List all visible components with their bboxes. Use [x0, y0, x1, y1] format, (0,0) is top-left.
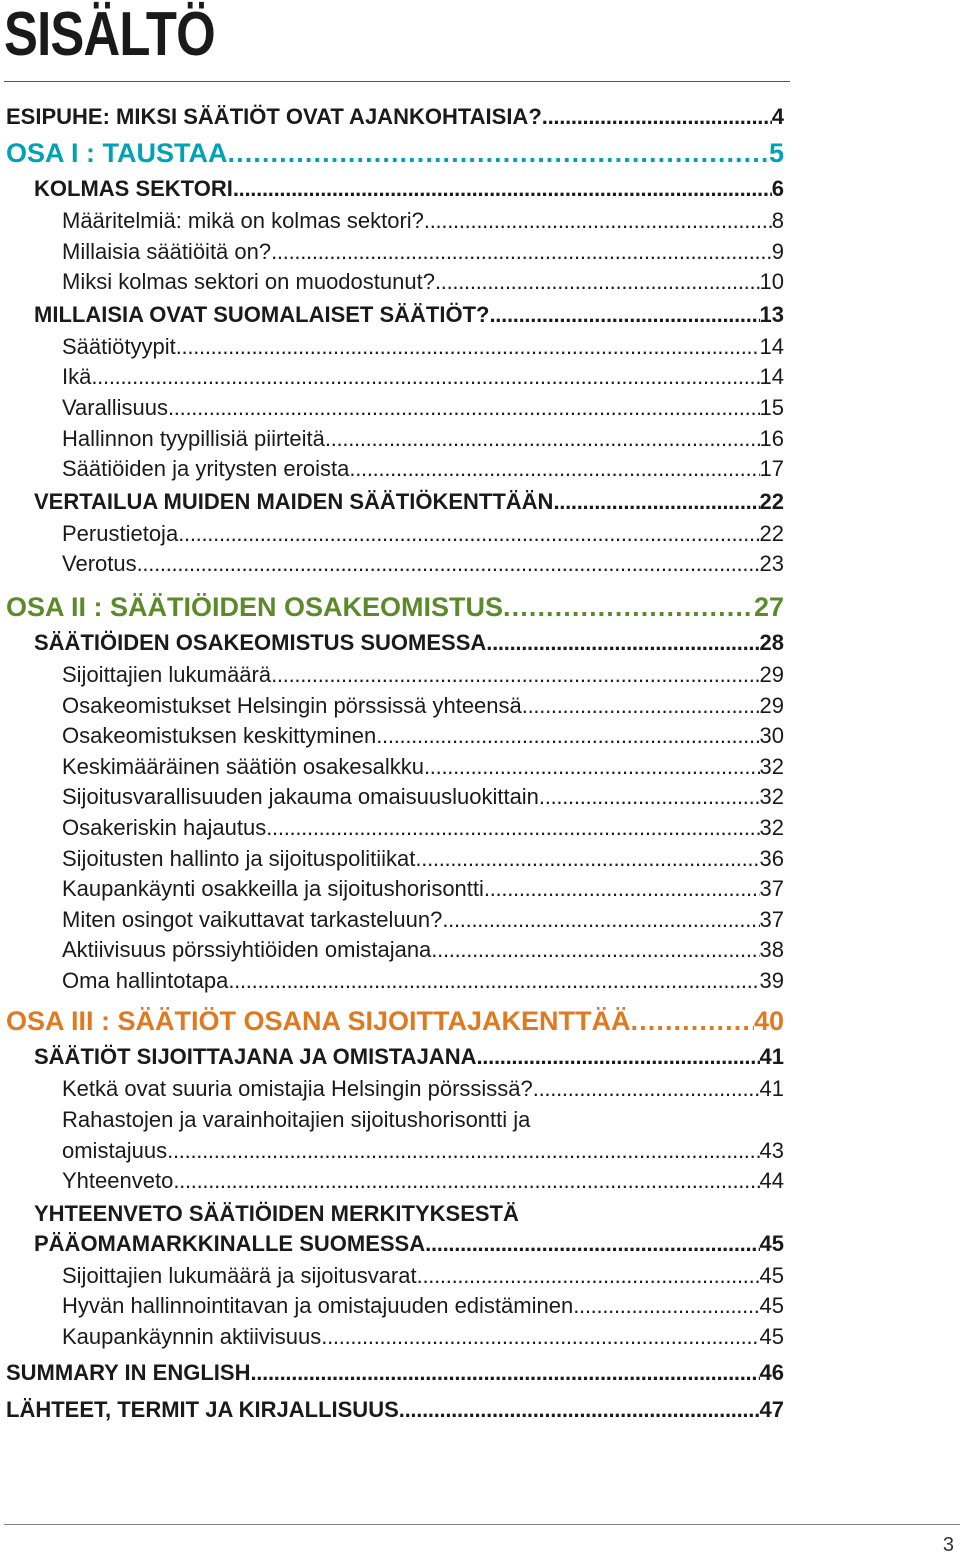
leader-dots: [431, 935, 759, 966]
leader-dots: [178, 519, 759, 550]
toc-entry-sijoitusvarallisuuden-jakauma[interactable]: Sijoitusvarallisuuden jakauma omaisuusluokittain . . . 32: [0, 782, 784, 813]
leader-dots: [91, 362, 759, 393]
toc-entry-lahteet[interactable]: LÄHTEET, TERMIT JA KIRJALLISUUS . . . 47: [0, 1391, 784, 1429]
toc-entry-miten-osingot-vaikuttavat[interactable]: Miten osingot vaikuttavat tarkasteluun? . . . 37: [0, 905, 784, 936]
leader-dots: [553, 485, 759, 519]
toc-entry-saatiot-sijoittajana[interactable]: SÄÄTIÖT SIJOITTAJANA JA OMISTAJANA . . . 41: [0, 1040, 784, 1074]
leader-dots: [425, 1227, 759, 1261]
toc-entry-rahastojen-sijoitushorisontti-cont[interactable]: omistajuus . . . 43: [0, 1136, 784, 1167]
leader-dots: [173, 1166, 759, 1197]
leader-dots: [233, 172, 772, 206]
toc-entry-suomalaiset-saatiot[interactable]: MILLAISIA OVAT SUOMALAISET SÄÄTIÖT? . . . 13: [0, 298, 784, 332]
leader-dots: [325, 424, 760, 455]
toc-entry-rahastojen-sijoitushorisontti[interactable]: Rahastojen ja varainhoitajien sijoitushorisontti ja: [62, 1107, 531, 1133]
table-of-contents: [0, 100, 784, 1429]
toc-entry-kaupankaynnin-aktiivisuus[interactable]: Kaupankäynnin aktiivisuus . . . 45: [0, 1322, 784, 1353]
leader-dots: [435, 267, 760, 298]
toc-entry-perustietoja[interactable]: Perustietoja . . . 22: [0, 519, 784, 550]
leader-dots: [424, 752, 760, 783]
toc-entry-saatiotyypit[interactable]: Säätiötyypit . . . 14: [0, 332, 784, 363]
leader-dots: [271, 660, 759, 691]
leader-dots: [376, 721, 759, 752]
toc-entry-yhteenveto-merkityksesta-cont[interactable]: PÄÄOMAMARKKINALLE SUOMESSA . . . 45: [0, 1227, 784, 1261]
leader-dots: [503, 588, 754, 626]
toc-entry-oma-hallintotapa[interactable]: Oma hallintotapa . . . 39: [0, 966, 784, 997]
toc-entry-miksi-kolmas-sektori[interactable]: Miksi kolmas sektori on muodostunut? . . . 10: [0, 267, 784, 298]
toc-entry-part-3[interactable]: OSA III : SÄÄTIÖT OSANA SIJOITTAJAKENTTÄÄ . . . 40: [0, 1002, 784, 1040]
toc-entry-ketka-ovat-suuria-omistajia[interactable]: Ketkä ovat suuria omistajia Helsingin pörssissä? . . . 41: [0, 1074, 784, 1105]
toc-entry-osakeomistus-suomessa[interactable]: SÄÄTIÖIDEN OSAKEOMISTUS SUOMESSA . . . 28: [0, 626, 784, 660]
leader-dots: [250, 1353, 759, 1391]
toc-entry-varallisuus[interactable]: Varallisuus . . . 15: [0, 393, 784, 424]
leader-dots: [227, 134, 768, 172]
toc-entry-sijoittajien-lukumaara-ja-sijoitusvarat[interactable]: Sijoittajien lukumäärä ja sijoitusvarat . . . 45: [0, 1261, 784, 1292]
leader-dots: [539, 782, 760, 813]
toc-entry-part-1[interactable]: OSA I : TAUSTAA . . . 5: [0, 134, 784, 172]
toc-entry-yhteenveto-merkityksesta[interactable]: YHTEENVETO SÄÄTIÖIDEN MERKITYKSESTÄ: [34, 1200, 519, 1226]
leader-dots: [168, 393, 760, 424]
toc-entry-part-2[interactable]: OSA II : SÄÄTIÖIDEN OSAKEOMISTUS . . . 27: [0, 588, 784, 626]
leader-dots: [533, 1074, 760, 1105]
footer-divider: [4, 1524, 960, 1525]
page-number: 3: [942, 1534, 954, 1556]
toc-entry-esipuhe[interactable]: ESIPUHE: MIKSI SÄÄTIÖT OVAT AJANKOHTAISIA? . . . 4: [0, 100, 784, 134]
toc-entry-keskimaarainen-osakesalkku[interactable]: Keskimääräinen säätiön osakesalkku . . . 32: [0, 752, 784, 783]
toc-entry-kaupankaynti-osakkeilla[interactable]: Kaupankäynti osakkeilla ja sijoitushorisontti . . . 37: [0, 874, 784, 905]
toc-entry-kolmas-sektori[interactable]: KOLMAS SEKTORI . . . 6: [0, 172, 784, 206]
toc-entry-yhteenveto[interactable]: Yhteenveto . . . 44: [0, 1166, 784, 1197]
toc-entry-osakeriskin-hajautus[interactable]: Osakeriskin hajautus . . . 32: [0, 813, 784, 844]
toc-entry-sijoitusten-hallinto[interactable]: Sijoitusten hallinto ja sijoituspolitiikat . . . 36: [0, 844, 784, 875]
leader-dots: [176, 332, 760, 363]
toc-entry-hyvan-hallinnointitavan-edistaminen[interactable]: Hyvän hallinnointitavan ja omistajuuden edistäminen . . . 45: [0, 1291, 784, 1322]
leader-dots: [167, 1136, 759, 1167]
leader-dots: [137, 549, 760, 580]
leader-dots: [489, 298, 759, 332]
toc-entry-millaisia-saatioita[interactable]: Millaisia säätiöitä on? . . . 9: [0, 237, 784, 268]
leader-dots: [321, 1322, 759, 1353]
leader-dots: [542, 100, 772, 134]
toc-entry-aktiivisuus-omistajana[interactable]: Aktiivisuus pörssiyhtiöiden omistajana . . . 38: [0, 935, 784, 966]
page-title: SISÄLTÖ: [4, 0, 215, 69]
leader-dots: [399, 1391, 760, 1429]
leader-dots: [522, 691, 760, 722]
toc-entry-maaritelmia[interactable]: Määritelmiä: mikä on kolmas sektori? . . . 8: [0, 206, 784, 237]
toc-entry-osakeomistuksen-keskittyminen[interactable]: Osakeomistuksen keskittyminen . . . 30: [0, 721, 784, 752]
toc-entry-summary-in-english[interactable]: SUMMARY IN ENGLISH . . . 46: [0, 1353, 784, 1391]
leader-dots: [486, 626, 759, 660]
leader-dots: [424, 206, 772, 237]
leader-dots: [349, 454, 759, 485]
toc-entry-hallinnon-piirteita[interactable]: Hallinnon tyypillisiä piirteitä . . . 16: [0, 424, 784, 455]
leader-dots: [266, 813, 759, 844]
leader-dots: [631, 1002, 754, 1040]
toc-entry-sijoittajien-lukumaara[interactable]: Sijoittajien lukumäärä . . . 29: [0, 660, 784, 691]
toc-entry-verotus[interactable]: Verotus . . . 23: [0, 549, 784, 580]
leader-dots: [476, 1040, 759, 1074]
leader-dots: [573, 1291, 759, 1322]
leader-dots: [442, 905, 759, 936]
toc-entry-ika[interactable]: Ikä . . . 14: [0, 362, 784, 393]
leader-dots: [417, 1261, 760, 1292]
leader-dots: [415, 844, 759, 875]
toc-entry-vertailua[interactable]: VERTAILUA MUIDEN MAIDEN SÄÄTIÖKENTTÄÄN . . . 22: [0, 485, 784, 519]
leader-dots: [228, 966, 759, 997]
leader-dots: [484, 874, 760, 905]
toc-entry-saatioiden-ja-yritysten-eroista[interactable]: Säätiöiden ja yritysten eroista . . . 17: [0, 454, 784, 485]
toc-entry-osakeomistukset-helsingin-porssissa[interactable]: Osakeomistukset Helsingin pörssissä yhteensä . . . 29: [0, 691, 784, 722]
leader-dots: [271, 237, 772, 268]
title-divider: [4, 81, 790, 82]
